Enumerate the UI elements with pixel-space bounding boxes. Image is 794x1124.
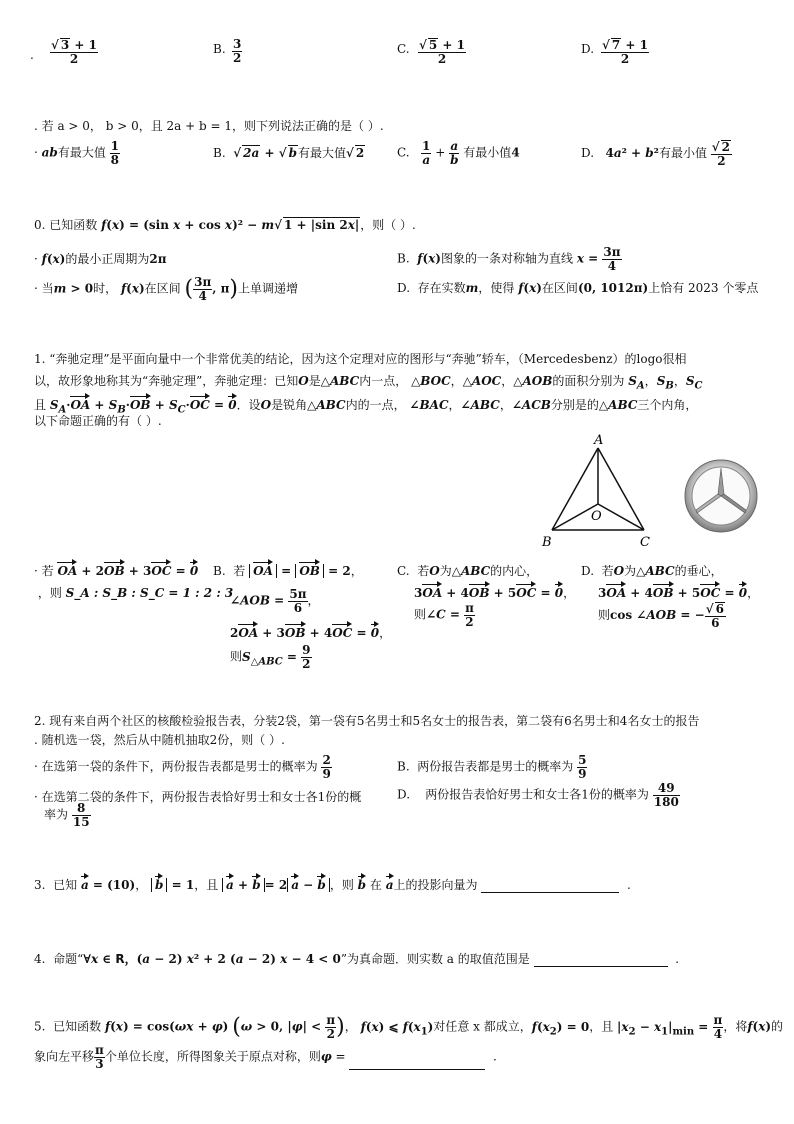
q11-option-b-angle: ∠AOB = $\frac{5\pi}{6}$ ， <box>230 587 320 615</box>
vertex-b-label: B <box>542 535 552 550</box>
q14-stem: 4. 命题“∀x ∈ R，(a − 2) x² + 2 (a − 2) x − 4 < 0”为真命题．则实数 a 的取值范围是 . <box>34 952 680 966</box>
option-d-label: D. <box>581 42 595 56</box>
q12-option-d: D. 两份报告表恰好男士和女士各1份的概率为 $\frac{49}{180}$ <box>397 781 679 809</box>
q14-answer-blank[interactable] <box>534 952 668 967</box>
triangle-diagram <box>536 432 660 552</box>
q11-option-d: D. 若O为△ABC的垂心， <box>581 564 723 578</box>
q15-answer-blank[interactable] <box>349 1055 485 1070</box>
q11-line3: 且 $S_A\cdot OA + S_B\cdot OB + S_C\cdot OC = 0$．设O是锐角△ABC内的一点， ∠BAC，∠ABC，∠ACB分别是的△ABC三个内角， <box>34 398 698 416</box>
mercedes-star-logo-icon <box>683 458 759 534</box>
q11-line4: 以下命题正确的有（ ）. <box>34 414 162 428</box>
option-b-value: $\frac{3}{2}$ <box>233 37 242 65</box>
q10-option-b: B. f(x)图象的一条对称轴为直线 x = $\frac{3\pi}{4}$ <box>397 245 621 273</box>
vertex-a-label: A <box>594 433 604 448</box>
q11-option-b: B. 若 OA = OB = 2， <box>213 564 363 578</box>
option-d-value: $\frac{√ 7 + 1}{2}$ <box>602 38 649 66</box>
q11-option-a: · 若 OA + 2OB + 3OC = 0 <box>34 564 199 578</box>
q12-line1: 2. 现有来自两个社区的核酸检验报告表，分装2袋，第一袋有5名男士和5名女士的报告表，第二袋有6名男士和4名女士的报告 <box>34 714 700 728</box>
q10-option-d: D. 存在实数m，使得 f(x)在区间(0, 1012π)上恰有 2023 个零点 <box>397 281 759 295</box>
q11-option-c: C. 若O为△ABC的内心， <box>397 564 539 578</box>
option-a-value: $\frac{√ 3 + 1}{2}$ <box>51 38 98 66</box>
q9-option-a: · ab有最大值 $\frac{1}{8}$ <box>34 139 120 167</box>
q11-line2: 以，故形象地称其为“奔驰定理”，奔驰定理：已知O是△ABC内一点， △BOC，△AOC，△AOB的面积分别为 $S_A$，$S_B$，$S_C$ <box>34 374 703 392</box>
q11-option-b-vector: 2OA + 3OB + 4OC = 0， <box>230 626 392 640</box>
q12-option-c: · 在选第二袋的条件下，两份报告表恰好男士和女士各1份的概 <box>34 790 362 804</box>
q9-option-c: C. $\frac{1}{a}$ + $\frac{a}{b}$ 有最小值4 <box>397 139 520 167</box>
q10-stem: 0. 已知函数 f(x) = (sin x + cos x)² − m√ 1 + |sin 2x|，则（ ）. <box>34 218 416 232</box>
q15-line2: 象向左平移 $\frac{\pi}{3}$ 个单位长度，所得图象关于原点对称，则φ = . <box>34 1043 497 1071</box>
q12-line2: . 随机选一袋，然后从中随机抽取2份，则（ ）. <box>34 733 285 747</box>
q10-option-c: · 当m > 0时， f(x)在区间 ( $\frac{3\pi}{4}$ , π)上单调递增 <box>34 275 298 303</box>
q11-option-d-vector: 3OA + 4OB + 5OC = 0， <box>598 586 760 600</box>
q9-stem: . 若 a > 0， b > 0，且 2a + b = 1，则下列说法正确的是（ ）. <box>34 119 384 133</box>
option-b-label: B. <box>213 42 226 56</box>
q15-stem: 5. 已知函数 f(x) = cos(ωx + φ) (ω > 0, |φ| < $\frac{\pi}{2}$ )， f(x) ⩽ $f(x_1)$对任意 x 都成立，$f(x_2) = 0$，且 $|x_2 - x_1|_{min}$ = $\frac{\pi}{4}$ ，将f(x)的 <box>34 1013 784 1041</box>
q12-option-a: · 在选第一袋的条件下，两份报告表都是男士的概率为 $\frac{2}{9}$ <box>34 753 331 781</box>
q11-option-d-result: 则cos ∠AOB = − $\frac{√ 6}{6}$ <box>598 602 724 630</box>
q12-option-b: B. 两份报告表都是男士的概率为 $\frac{5}{9}$ <box>397 753 587 781</box>
q11-option-c-result: 则∠C = $\frac{\pi}{2}$ <box>414 601 474 629</box>
q10-option-a: · f(x)的最小正周期为2π <box>34 252 167 266</box>
vertex-c-label: C <box>640 535 650 550</box>
q13-answer-blank[interactable] <box>481 878 619 893</box>
q11-option-a-result: ，则 S_A : S_B : S_C = 1 : 2 : 3 <box>37 586 234 600</box>
option-c-value: $\frac{√ 5 + 1}{2}$ <box>419 38 466 66</box>
q11-option-b-result: 则$S_{\triangle ABC}$ = $\frac{9}{2}$ <box>230 643 311 671</box>
option-c-label: C. <box>397 42 410 56</box>
option-a-label: . <box>30 48 34 62</box>
point-o-label: O <box>591 509 602 524</box>
q11-option-c-vector: 3OA + 4OB + 5OC = 0， <box>414 586 576 600</box>
q11-line1: 1. “奔驰定理”是平面向量中一个非常优美的结论，因为这个定理对应的图形与“奔驰”轿车，（Mercedesbenz）的logo很相 <box>34 352 687 366</box>
q9-option-d: D. 4a² + b²有最小值 $\frac{√ 2}{2}$ <box>581 140 731 168</box>
q9-option-b: B. √ 2a + √ b有最大值√ 2 <box>213 146 365 160</box>
q13-stem: 3. 已知 a = (10)， b = 1，且 a + b = 2 a − b ，则 b 在 a上的投影向量为 . <box>34 878 631 892</box>
q12-option-c-cont: 率为 $\frac{8}{15}$ <box>44 801 90 829</box>
